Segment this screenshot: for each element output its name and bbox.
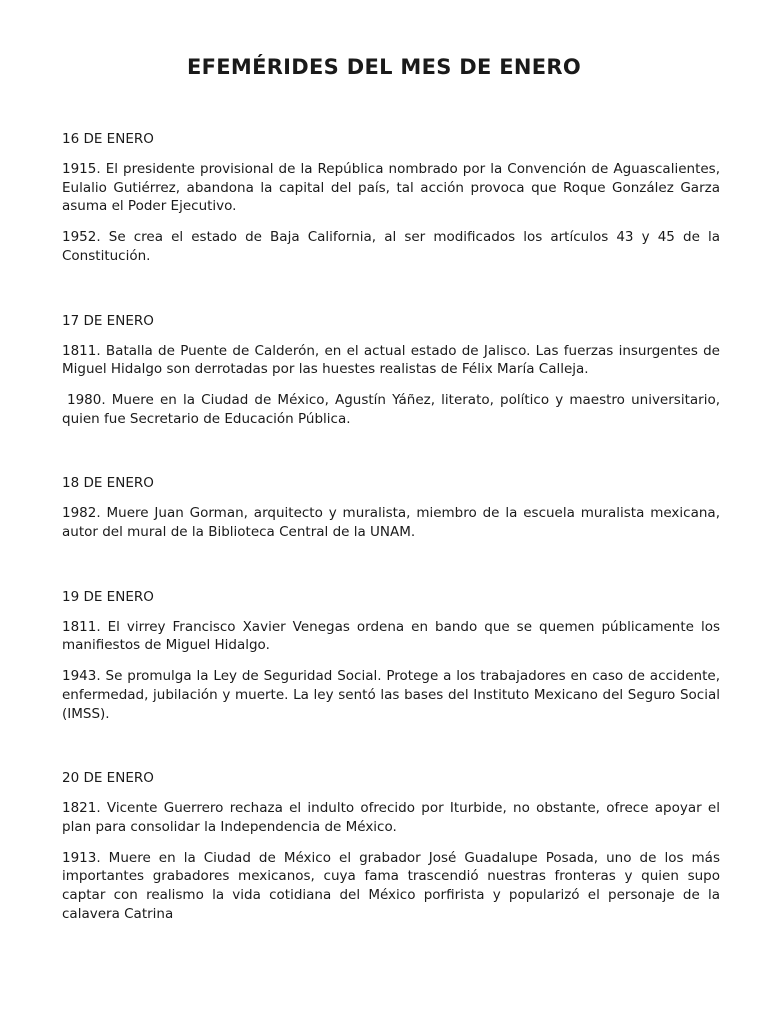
- entry-paragraph: 1980. Muere en la Ciudad de México, Agustín Yáñez, literato, político y maestro universitario, quien fue Secretario de Educación Pública.: [62, 391, 720, 427]
- entry-paragraph: 1915. El presidente provisional de la República nombrado por la Convención de Aguascalientes, Eulalio Gutiérrez, abandona la capital del país, tal acción provoca que Roque González Garza asuma el Poder Ejecutivo.: [62, 161, 720, 215]
- entry-paragraph: 1811. Batalla de Puente de Calderón, en el actual estado de Jalisco. Las fuerzas insurgentes de Miguel Hidalgo son derrotadas por las huestes realistas de Félix María Calleja.: [62, 342, 720, 378]
- section-heading: 19 DE ENERO: [62, 588, 154, 605]
- entry-paragraph: 1821. Vicente Guerrero rechaza el indulto ofrecido por Iturbide, no obstante, ofrece apoyar el plan para consolidar la Independencia de México.: [62, 800, 720, 835]
- section-heading: 16 DE ENERO: [62, 131, 154, 147]
- section-16-enero: [62, 130, 720, 266]
- section-heading: 18 DE ENERO: [62, 475, 154, 492]
- section-20-enero: [62, 769, 720, 923]
- entry-paragraph: 1952. Se crea el estado de Baja California, al ser modificados los artículos 43 y 45 de la Constitución.: [62, 229, 720, 264]
- section-19-enero: [62, 588, 720, 724]
- entry-paragraph: 1943. Se promulga la Ley de Seguridad Social. Protege a los trabajadores en caso de accidente, enfermedad, jubilación y muerte. La ley sentó las bases del Instituto Mexicano del Seguro Social (IMSS).: [62, 668, 720, 722]
- page-title: EFEMÉRIDES DEL MES DE ENERO: [186, 55, 582, 79]
- section-heading: 20 DE ENERO: [62, 770, 154, 787]
- entry-paragraph: 1811. El virrey Francisco Xavier Venegas ordena en bando que se quemen públicamente los manifiestos de Miguel Hidalgo.: [62, 618, 720, 654]
- section-heading: 17 DE ENERO: [62, 312, 154, 329]
- entry-paragraph: 1982. Muere Juan Gorman, arquitecto y muralista, miembro de la escuela muralista mexicana, autor del mural de la Biblioteca Central de la UNAM.: [62, 505, 720, 541]
- section-17-enero: [62, 312, 720, 429]
- section-18-enero: [62, 474, 720, 541]
- entry-paragraph: 1913. Muere en la Ciudad de México el grabador José Guadalupe Posada, uno de los más importantes grabadores mexicanos, cuya fama trascendió nuestras fronteras y quien supo captar con realismo la vida cotidiana del México porfirista y popularizó el personaje de la calavera Catrina: [62, 849, 720, 922]
- document-body: [62, 130, 720, 969]
